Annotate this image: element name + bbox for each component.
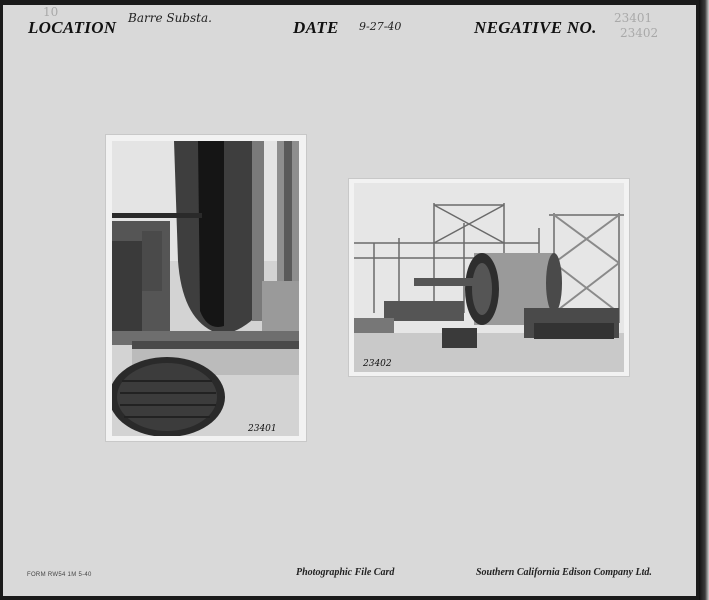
date-label: DATE (293, 18, 339, 37)
photo-left-number: 23401 (248, 424, 277, 434)
company-name: Southern California Edison Company Ltd. (476, 567, 652, 578)
negative-label: NEGATIVE NO. (474, 18, 597, 37)
card-title: Photographic File Card (296, 567, 395, 578)
negative-number-1: 23401 (614, 11, 653, 25)
location-label: LOCATION (28, 18, 117, 37)
photo-left (112, 141, 299, 436)
photo-left-image (112, 141, 299, 436)
corner-stamp: 10 (43, 5, 59, 19)
photo-right-image (354, 183, 624, 372)
photo-right (354, 183, 624, 372)
form-code: FORM RW54 1M 5-40 (27, 572, 92, 578)
photo-right-number: 23402 (363, 359, 392, 369)
scan-edge (699, 0, 709, 600)
date-value: 9-27-40 (359, 20, 402, 33)
negative-number-2: 23402 (620, 26, 659, 40)
location-value: Barre Substa. (128, 11, 212, 25)
